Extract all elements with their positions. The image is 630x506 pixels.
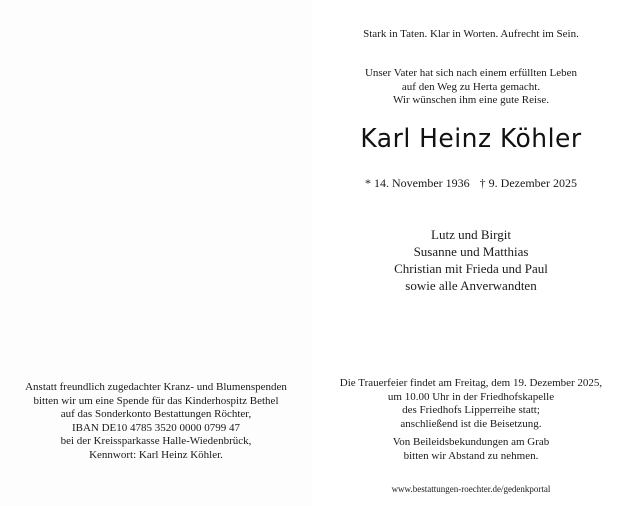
- funeral-line: Die Trauerfeier findet am Freitag, dem 19. Dezember 2025,: [339, 377, 603, 389]
- memorial-website: [312, 484, 630, 495]
- life-dates: [312, 176, 630, 191]
- donation-line: bei der Kreissparkasse Halle-Wiedenbrück,: [60, 435, 252, 447]
- tribute-line: Unser Vater hat sich nach einem erfüllten Leben: [364, 67, 578, 79]
- death-date: † 9. Dezember 2025: [479, 176, 577, 190]
- funeral-line: des Friedhofs Lipperreihe statt;: [402, 404, 540, 416]
- funeral-info: [312, 377, 630, 431]
- deceased-name: Karl Heinz Köhler: [360, 124, 582, 154]
- left-page: [0, 0, 312, 506]
- condolence-line: bitten wir Abstand zu nehmen.: [403, 449, 539, 462]
- donation-line: Anstatt freundlich zugedachter Kranz- und Blumenspenden: [25, 381, 287, 393]
- donation-notice: [0, 381, 312, 462]
- motto-text: Stark in Taten. Klar in Worten. Aufrecht im Sein.: [363, 28, 579, 40]
- donation-iban: IBAN DE10 4785 3520 0000 0799 47: [71, 421, 241, 434]
- motto: [312, 28, 630, 42]
- donation-line: auf das Sonderkonto Bestattungen Röchter,: [60, 408, 252, 420]
- mourner-line: Lutz und Birgit: [431, 227, 511, 242]
- mourner-line: Susanne und Matthias: [413, 244, 529, 259]
- donation-line: bitten wir um eine Spende für das Kinderhospitz Bethel: [33, 394, 279, 407]
- website-link: www.bestattungen-roechter.de/gedenkportal: [391, 484, 551, 494]
- birth-date: * 14. November 1936: [365, 176, 470, 190]
- tribute-line: Wir wünschen ihm eine gute Reise.: [393, 94, 549, 106]
- tribute-text: [312, 67, 630, 108]
- right-page: [312, 0, 630, 506]
- funeral-line: anschließend ist die Beisetzung.: [400, 417, 542, 430]
- funeral-line: um 10.00 Uhr in der Friedhofskapelle: [387, 390, 555, 403]
- mourner-line: sowie alle Anverwandten: [405, 278, 537, 293]
- mourner-line: Christian mit Frieda und Paul: [394, 261, 548, 276]
- donation-keyword: Kennwort: Karl Heinz Köhler.: [89, 448, 223, 461]
- mourners-list: [312, 226, 630, 294]
- condolence-line: Von Beileidsbekundungen am Grab: [392, 436, 550, 448]
- condolence-request: [312, 436, 630, 463]
- tribute-line: auf den Weg zu Herta gemacht.: [401, 80, 541, 93]
